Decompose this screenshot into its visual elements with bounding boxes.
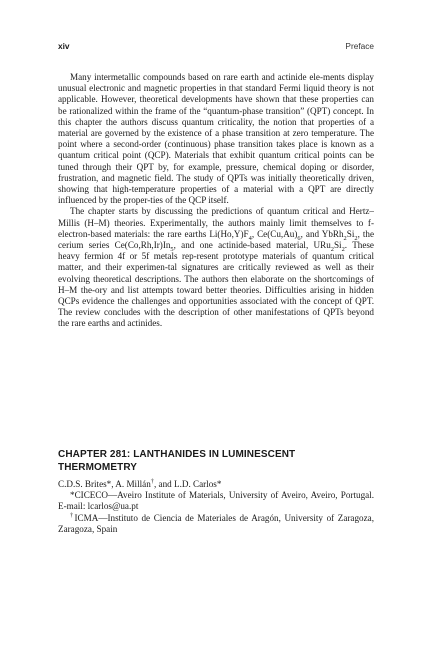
text-run: Si <box>333 240 342 251</box>
dagger-mark: † <box>150 477 154 485</box>
author-names: , and L.D. Carlos* <box>153 479 222 489</box>
affiliation-zaragoza <box>58 513 374 535</box>
subscript: 6 <box>297 234 301 242</box>
text-run: , the cerium series Ce(Co,Rh,Ir)In <box>58 228 375 251</box>
subscript: 4 <box>248 234 252 242</box>
subscript: 5 <box>170 245 174 253</box>
author-names: C.D.S. Brites*, A. Millán <box>58 479 151 489</box>
text-run: Si <box>346 228 355 239</box>
paragraph-quantum-criticality <box>58 72 374 206</box>
text-run: , Ce(Cu,Au) <box>251 228 298 239</box>
running-head <box>58 41 374 55</box>
page-number: xiv <box>58 41 70 51</box>
preface-body <box>58 72 374 330</box>
subscript: 2 <box>330 245 334 253</box>
subscript: 2 <box>341 245 345 253</box>
text-run: . These heavy fermion 4f or 5f metals rep-resent prototype materials of quantum critical matter, and their experimen-tal signatures are critically reviewed as well as their evolving theoretical descriptions. The authors then elaborate on the shortcomings of H–M the-ory and list attempts toward better theories. Difficulties arising in hidden QCPs evidence the challenges and opportunities associated with the concept of QPT. The review concludes with the description of other manifestations of QPTs beyond the rare earths and actinides. <box>58 240 374 329</box>
text-run: , and YbRh <box>300 228 344 239</box>
text-run: The chapter starts by discussing the predictions of quantum critical and Hertz–Millis (H–M) theories. Experimentally, the authors mainly limit themselves to f-electron-based materials: the rare earths Li(Ho,Y)F <box>58 206 374 239</box>
subscript: 2 <box>343 234 347 242</box>
paragraph-text: Many intermetallic compounds based on rare earth and actinide ele-ments display unusual electronic and magnetic properties in that standard Fermi liquid theory is not applicable. However, theoretical developments have shown that these properties can be rationalized within the frame of the “quantum-phase transition” (QPT) concept. In this chapter the authors discuss quantum criticality, the notion that properties of a material are governed by the existence of a phase transition at zero temperature. The point where a second-order (continuous) phase transition takes place is known as a quantum critical point (QCP). Materials that exhibit quantum critical points can be tuned through their QPT by, for example, pressure, chemical doping or disorder, frustration, and magnetic field. The study of QPTs was initially theoretically driven, showing that high-temperature properties of a material with a QPT are directly influenced by the proper-ties of the QCP itself. <box>58 72 374 206</box>
text-run: , and one actinide-based material, URu <box>173 240 331 251</box>
subscript: 2 <box>354 234 358 242</box>
running-head-section: Preface <box>345 41 374 51</box>
affiliation-text: CICECO—Aveiro Institute of Materials, University of Aveiro, Aveiro, Portugal. E-mail: lcarlos@ua.pt <box>58 490 374 512</box>
author-line <box>58 479 374 490</box>
paragraph-chapter-overview <box>58 206 374 329</box>
affiliation-mark: † <box>70 511 75 519</box>
chapter-heading: CHAPTER 281: LANTHANIDES IN LUMINESCENT THERMOMETRY <box>58 449 296 473</box>
affiliation-mark: * <box>70 490 75 501</box>
chapter-authors-block <box>58 479 374 535</box>
affiliation-aveiro <box>58 490 374 512</box>
affiliation-text: ICMA—Instituto de Ciencia de Materiales de Aragón, University of Zaragoza, Zaragoza, Spain <box>58 512 374 534</box>
